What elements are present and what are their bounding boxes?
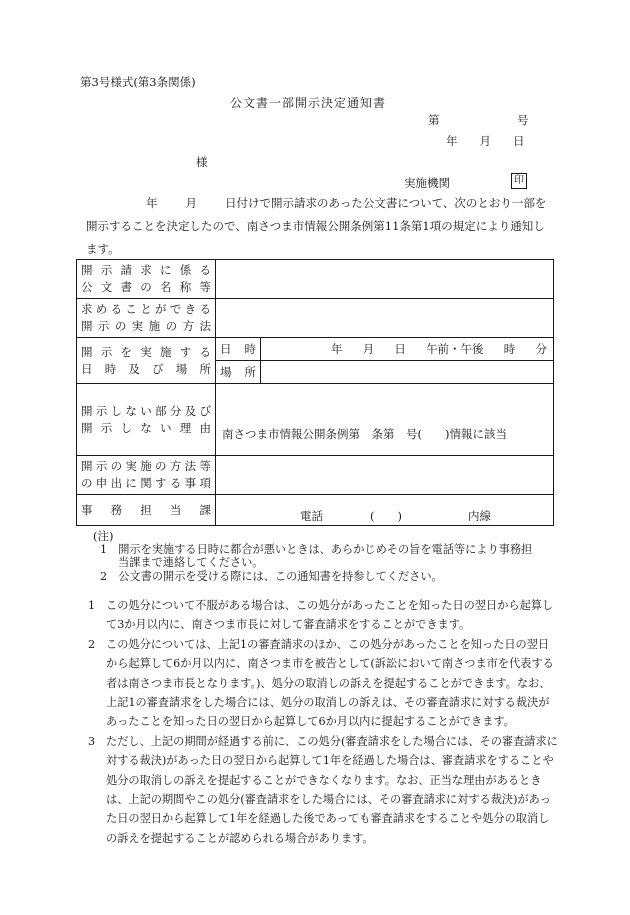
- extension-label: 内線: [468, 509, 491, 523]
- instruction-number: 1: [88, 599, 96, 612]
- row-label-document-name: [77, 260, 216, 299]
- label-line: 開示しない部分及び: [81, 403, 211, 418]
- form-number: 第3号様式(第3条関係): [80, 75, 196, 89]
- instruction-item: [88, 596, 558, 635]
- addressee-suffix: 様: [196, 155, 208, 169]
- instruction-number: 3: [88, 734, 96, 748]
- value-datetime[interactable]: [261, 338, 554, 361]
- dt-year: 年: [331, 342, 343, 356]
- notice-table: [76, 259, 554, 526]
- note-1-line-1: 1 開示を実施する日時に都合が悪いときは、あらかじめその旨を電話等により事務担: [100, 543, 533, 556]
- phone-label: 電話: [300, 509, 323, 523]
- value-method[interactable]: [216, 299, 554, 338]
- label-line: 開示の実施の方法等: [81, 459, 211, 473]
- dt-minute: 分: [535, 342, 547, 356]
- value-document-name[interactable]: [216, 260, 554, 299]
- row-label-request: [77, 456, 216, 495]
- document-title: 公文書一部開示決定通知書: [230, 96, 387, 110]
- sub-label-text: 場 所: [220, 365, 256, 379]
- instruction-text: この処分については、上記1の審査請求のほか、この処分があったことを知った日の翌日から起算して6か月以内に、南さつま市を被告として(訴訟において南さつま市を代表する者は南さつま市長となります。)、処分の取消しの訴えを提起することができます。なお、上記1の審査請求をした場合には、処分の取消しの訴えは、その審査請求に対する裁決があったことを知った日の翌日から起算して6か月以内に提起することができます。: [106, 637, 554, 729]
- lead-line-2: 開示することを決定したので、南さつま市情報公開条例第11条第1項の規定により通知し: [86, 219, 545, 233]
- lead-month: 月: [185, 196, 197, 210]
- value-section[interactable]: [216, 495, 554, 526]
- sub-label-place: [216, 361, 261, 384]
- table-row: [77, 299, 554, 338]
- date-month: 月: [479, 134, 491, 148]
- table-row: [77, 456, 554, 495]
- label-line: 公文書の名称等: [81, 280, 211, 294]
- label-line: 開示しない理由: [81, 420, 211, 435]
- label-line: 開示の実施の方法: [81, 319, 211, 333]
- number-suffix: 号: [517, 113, 529, 127]
- instruction-item: [88, 635, 558, 732]
- row-label-method: [77, 299, 216, 338]
- dt-day: 日: [394, 342, 406, 356]
- table-row: [77, 338, 554, 361]
- label-line: 開示を実施する: [81, 344, 211, 359]
- table-row: [77, 495, 554, 526]
- value-place[interactable]: [261, 361, 554, 384]
- issuer-label: 実施機関: [404, 176, 450, 190]
- seal-mark: 印: [511, 173, 527, 189]
- value-request[interactable]: [216, 456, 554, 495]
- issue-date: [428, 133, 547, 149]
- row-label-section: [77, 495, 216, 526]
- dt-hour: 時: [503, 342, 516, 356]
- table-row: [77, 384, 554, 456]
- row-label-datetime-place: [77, 338, 216, 384]
- row-label-nondisclosure: [77, 384, 216, 456]
- date-day: 日: [513, 134, 525, 148]
- lead-line-3: ます。: [86, 242, 120, 256]
- label-line: 開示請求に係る: [81, 263, 211, 277]
- dt-month: 月: [362, 342, 375, 356]
- value-nondisclosure[interactable]: [216, 384, 554, 456]
- note-1-line-2: 当課まで連絡してください。: [118, 556, 264, 569]
- phone-paren: ( ): [370, 509, 402, 523]
- number-prefix: 第: [428, 113, 440, 127]
- instruction-number: 2: [88, 637, 96, 651]
- instructions-list: [88, 596, 558, 848]
- lead-paragraph: [86, 192, 558, 261]
- instruction-text: ただし、上記の期間が経過する前に、この処分(審査請求をした場合には、その審査請求に対する裁決)があった日の翌日から起算して1年を経過した場合は、審査請求をすることや処分の取消しの訴えを提起することができなくなります。なお、正当な理由があるときは、上記の期間やこの処分(審査請求をした場合には、その審査請求に対する裁決)があった日の翌日から起算して1年を経過した後であっても審査請求をすることや処分の取消しの訴えを提起することが認められる場合があります。: [106, 734, 558, 845]
- label-line: 求めることができる: [81, 302, 211, 316]
- label-line: の申出に関する事項: [81, 476, 211, 490]
- date-year: 年: [446, 134, 458, 148]
- label-line: 事務担当課: [81, 502, 211, 517]
- dt-ampm: 午前・午後: [426, 342, 484, 356]
- instruction-item: [88, 732, 558, 848]
- nondisclosure-text: 南さつま市情報公開条例第 条第 号( )情報に該当: [222, 426, 507, 441]
- lead-rest: 日付けで開示請求のあった公文書について、次のとおり一部を: [225, 196, 547, 210]
- note-2: 2 公文書の開示を受ける際には、この通知書を持参してください。: [100, 570, 443, 583]
- sub-label-text: 日 時: [220, 342, 256, 356]
- sub-label-datetime: [216, 338, 261, 361]
- table-row: [77, 260, 554, 299]
- lead-year: 年: [146, 196, 158, 210]
- notes-heading: (注): [93, 529, 114, 543]
- instruction-text: この処分について不服がある場合は、この処分があったことを知った日の翌日から起算して3か月以内に、南さつま市長に対して審査請求をすることができます。: [106, 599, 554, 632]
- label-line: 日時及び場所: [81, 361, 211, 376]
- lead-line-1: [86, 192, 558, 215]
